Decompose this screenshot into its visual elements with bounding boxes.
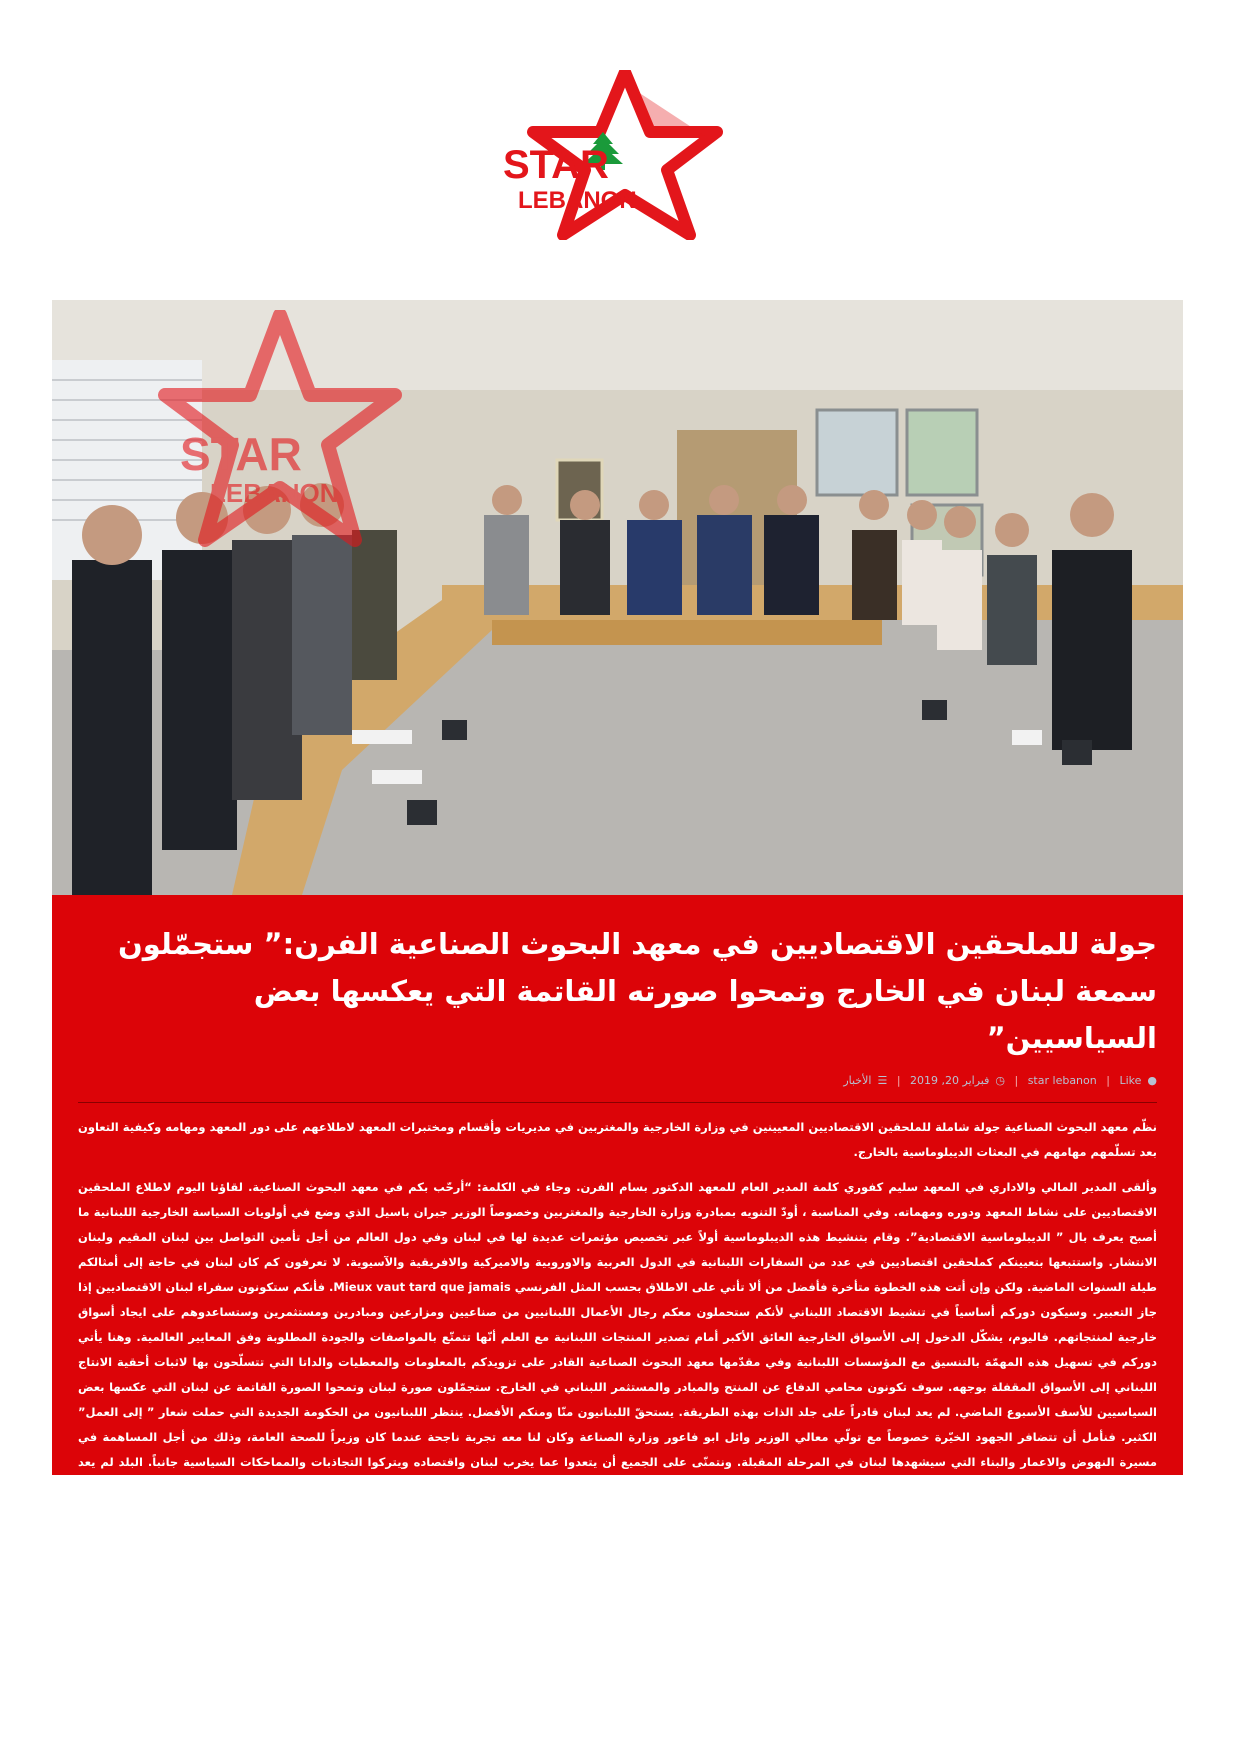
star-lebanon-watermark [130, 310, 430, 560]
article-paragraph: وألقى المدير المالي والاداري في المعهد سليم كفوري كلمة المدير العام للمعهد الدكتور بسام الفرن. وجاء في الكلمة: “أرحّب بكم في معهد البحوث الصناعية. لقاؤنا اليوم لاطلاع الملحقين الاقتصاديين على نشاط المعهد ودوره ومهماته. وفي المناسبة ، أودّ التنويه بمبادرة وزارة الخارجية والمغتربين وخصوصاً الوزير جبران باسيل الذي وضع في أولويات السياسة الخارجية اللبنانية ما أصبح يعرف بال ” الديبلوماسية الاقتصادية”. وقام بتنشيط هذه الديبلوماسية أولاً عبر تخصيص مؤتمرات عديدة لها في لبنان وفي دول العالم من أجل تأمين التواصل بين لبنان المقيم ولبنان الانتشار. واستتبعها بتعيينكم كملحقين اقتصاديين في عدد من السفارات اللبنانية في الدول العربية والاوروبية والاميركية والافريقية والآسيوية. لا تعرفون كم كان لبنان في حاجة إلى أمثالكم طيلة السنوات الماضية. ولكن وإن أتت هذه الخطوة متأخرة فأفضل من ألا تأتي على الاطلاق بحسب المثل الفرنسي Mieux vaut tard que jamais. فأنكم ستكونون سفراء لبنان الاقتصاديين إذا جاز التعبير. وسيكون دوركم أساسياً في تنشيط الاقتصاد اللبناني لأنكم ستحملون معكم رجال الأعمال اللبنانيين من صناعيين ومزارعين ومبادرين ومستثمرين وستساعدوهم على ايجاد أسواق خارجية لمنتجاتهم. فاليوم، يشكّل الدخول إلى الأسواق الخارجية العائق الأكبر أمام تصدير المنتجات اللبنانية مع العلم أنّها تتمتّع بالمواصفات والجودة المطلوبة وفق المعايير العالمية. وهنا يأتي دوركم في تسهيل هذه المهمّة بالتنسيق مع المؤسسات اللبنانية وفي مقدّمها معهد البحوث الصناعية القادر على تزويدكم بالمعلومات والمعطيات والداتا التي تتسلّحون بها لاثبات أحقية الانتاج اللبناني إلى الأسواق المقفلة بوجهه. سوف تكونون محامي الدفاع عن المنتج والمبادر والمستثمر اللبناني في الخارج. ستجمّلون صورة لبنان وتمحوا الصورة القاتمة عن لبنان التي عكسها بعض السياسيين للأسف الأسبوع الماضي. لم يعد لبنان قادراً على جلد الذات بهذه الطريقة. يستحقّ اللبنانيون منّا ومنكم الأفضل. ينتظر اللبنانيون من الحكومة الجديدة التي حملت شعار ” إلى العمل” الكثير. فنأمل أن تتضافر الجهود الخيّرة خصوصاً مع تولّي معالي الوزير وائل ابو فاعور وزارة الصناعة وكان لنا معه تجربة ناجحة عندما كان وزيراً للصحة العامة، وذلك من أجل المساهمة في مسيرة النهوض والاعمار والبناء التي سيشهدها لبنان في المرحلة المقبلة. ونتمنّى على الجميع أن يتعدوا عما يخرب لبنان واقتصاده ويتركوا التجاذبات والمماحكات السياسية جانباً. البلد لم يعد يحتمل، والأزمة الاقتصادية والاجتماعية كبيرة جداً ولكن بالعمل المشترك والنيات الصافية والمبادرات المقدامة سوف يتخطى لبنان الصعاب.أتمنّى لكم النجاح والتوفيق في مهمّاتكم الجديدة، وكونوا على ثقة أن معهد البحوث الصناعية بادارته وكوادره والعاملين فيه سيكونوا على أتمّ الاستعداد للتعاون الكامل معكم خدمة للبنان وللاقتصاد اللبناني وصحة وسلامة أبنائه. [78, 1180, 1157, 1519]
article-headline: جولة للملحقين الاقتصاديين في معهد البحوث الصناعية الفرن:” ستجمّلون سمعة لبنان في الخارج وتمحوا صورته القاتمة التي يعكسها بعض السياسيين” [117, 927, 1157, 1055]
article-paragraph: نظّم معهد البحوث الصناعية جولة شاملة للملحقين الاقتصاديين المعيينين في وزارة الخارجية والمغتربين في مديريات وأقسام ومختبرات المعهد لاطلاعهم على دور المعهد ومهامه وكيفية التعاون بعد تسلّمهم مهامهم في البعثات الديبلوماسية بالخارج. [78, 1120, 1157, 1159]
article-meta [78, 1074, 1157, 1103]
person-icon: ● [1147, 1074, 1157, 1087]
article-panel [52, 895, 1183, 1519]
watermark-line1: STAR [180, 428, 302, 480]
article-body [78, 1115, 1157, 1525]
clock-icon: ◷ [995, 1074, 1005, 1087]
meta-separator: | [1014, 1074, 1019, 1087]
watermark-line2: LEBANON [210, 478, 339, 508]
article-date: فبراير 20, 2019 [910, 1074, 990, 1087]
watermark-star-icon [130, 310, 430, 560]
meta-separator: | [1106, 1074, 1110, 1087]
star-logo-icon [485, 70, 755, 240]
logo-line1: STAR [503, 143, 609, 187]
like-button[interactable]: Like [1119, 1074, 1142, 1087]
meta-separator: | [896, 1074, 901, 1087]
site-logo[interactable] [485, 70, 755, 240]
category-icon: ☰ [877, 1074, 888, 1087]
category-link[interactable]: الأخبار [843, 1074, 872, 1087]
author-link[interactable]: star lebanon [1027, 1074, 1097, 1087]
logo-line2: LEBANON [518, 187, 637, 214]
